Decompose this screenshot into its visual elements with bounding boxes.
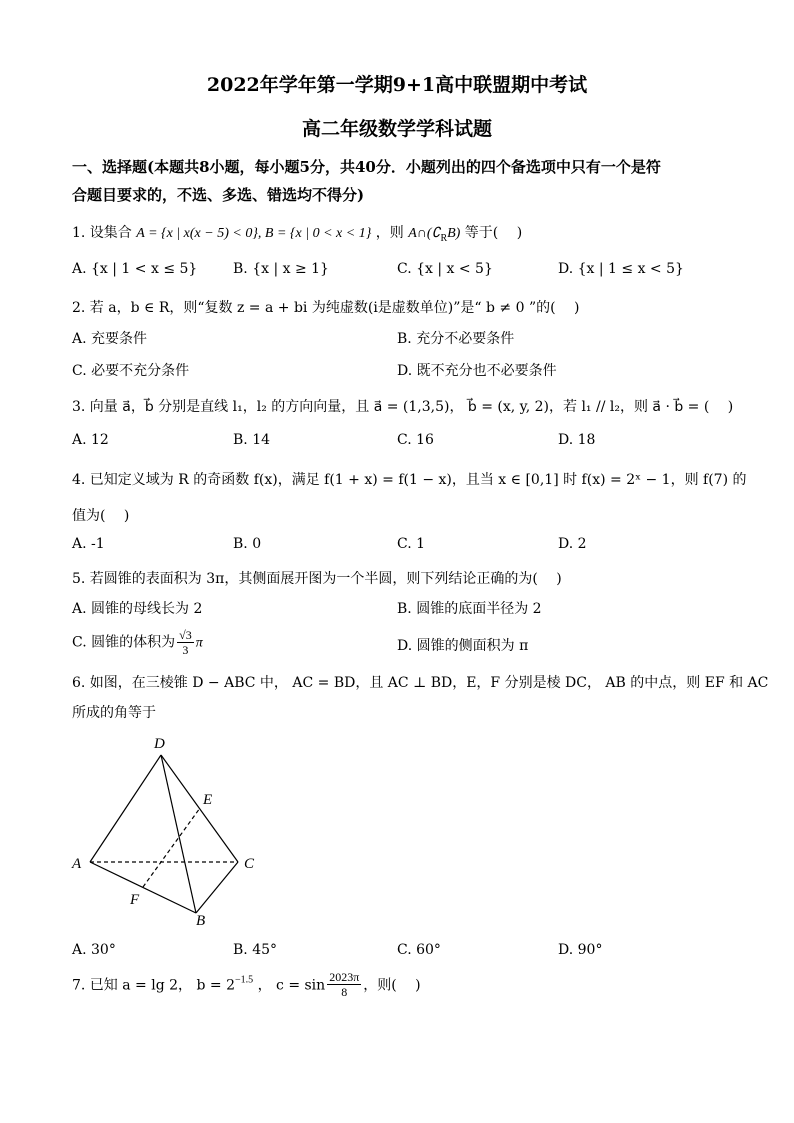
q4-option-d: D. 2 bbox=[558, 536, 587, 552]
q1-tail: 等于( ) bbox=[464, 225, 523, 241]
question-6-stem-line2: 所成的角等于 bbox=[72, 705, 156, 721]
q1-expr-sub: R bbox=[440, 232, 448, 244]
edge-ab bbox=[90, 862, 196, 913]
edge-bc bbox=[196, 862, 238, 913]
question-1-stem bbox=[72, 222, 522, 244]
question-6-stem-line1: 6. 如图，在三棱锥 D − ABC 中， AC = BD，且 AC ⊥ BD，E，F 分别是棱 DC， AB 的中点，则 EF 和 AC bbox=[72, 675, 769, 691]
label-c: C bbox=[244, 856, 255, 872]
q1-option-c: C. {x | x < 5} bbox=[397, 261, 493, 277]
q2-option-a: A. 充要条件 bbox=[72, 331, 148, 347]
section-heading-line2: 合题目要求的，不选、多选、错选均不得分) bbox=[72, 186, 365, 204]
q1-lead: 1. 设集合 bbox=[72, 225, 132, 241]
q5-fraction-pi: π bbox=[195, 635, 203, 651]
q2-option-c: C. 必要不充分条件 bbox=[72, 363, 190, 379]
q5-option-c bbox=[72, 628, 203, 657]
q7-fraction-numerator: 2023π bbox=[329, 970, 360, 984]
question-4-stem-line2: 值为( ) bbox=[72, 508, 130, 524]
q4-option-c: C. 1 bbox=[397, 536, 426, 552]
q1-set-a: A = {x | x(x − 5) < 0} bbox=[136, 226, 258, 241]
label-a: A bbox=[72, 856, 82, 872]
edge-da bbox=[90, 755, 161, 862]
q7-c-def: ， c = sin bbox=[257, 977, 326, 994]
q1-expr-end: B) bbox=[447, 226, 461, 241]
question-3-stem: 3. 向量 a⃗，b⃗ 分别是直线 l₁，l₂ 的方向向量，且 a⃗ = (1,3,5)， b⃗ = (x, y, 2)，若 l₁ // l₂，则 a⃗ · b⃗ = ( ) bbox=[72, 399, 734, 415]
q7-exponent: −1.5 bbox=[234, 974, 254, 986]
q3-option-b: B. 14 bbox=[233, 432, 271, 448]
q5-fraction-denominator: 3 bbox=[182, 643, 189, 657]
q6-option-b: B. 45° bbox=[233, 942, 278, 958]
q1-set-b: , B = {x | 0 < x < 1} bbox=[257, 226, 372, 241]
q5-option-a: A. 圆锥的母线长为 2 bbox=[72, 601, 203, 617]
q4-option-a: A. -1 bbox=[72, 536, 105, 552]
segment-ef-hidden bbox=[143, 808, 200, 887]
q3-option-d: D. 18 bbox=[558, 432, 596, 448]
q7-lead: 7. 已知 a = lg 2， b = 2 bbox=[72, 977, 235, 994]
exam-subtitle: 高二年级数学学科试题 bbox=[301, 118, 492, 140]
question-2-stem: 2. 若 a，b ∈ R，则“复数 z = a + bi 为纯虚数(i是虚数单位)”是“ b ≠ 0 ”的( ) bbox=[72, 300, 580, 316]
q6-option-a: A. 30° bbox=[72, 942, 116, 958]
q1-option-d: D. {x | 1 ≤ x < 5} bbox=[558, 261, 684, 277]
q4-option-b: B. 0 bbox=[233, 536, 262, 552]
exam-title: 2022年学年第一学期9+1高中联盟期中考试 bbox=[206, 74, 588, 96]
q7-fraction-denominator: 8 bbox=[341, 985, 348, 999]
q5-option-b: B. 圆锥的底面半径为 2 bbox=[397, 601, 542, 617]
label-e: E bbox=[203, 792, 213, 808]
question-7-stem bbox=[72, 970, 421, 999]
q5-option-c-text: C. 圆锥的体积为 bbox=[72, 634, 176, 651]
section-heading-line1: 一、选择题(本题共8小题，每小题5分，共40分．小题列出的四个备选项中只有一个是符 bbox=[72, 158, 661, 176]
q7-fraction bbox=[327, 970, 361, 999]
label-f: F bbox=[130, 892, 140, 908]
q2-option-b: B. 充分不必要条件 bbox=[397, 331, 515, 347]
q6-option-d: D. 90° bbox=[558, 942, 603, 958]
label-d: D bbox=[154, 736, 165, 752]
q6-option-c: C. 60° bbox=[397, 942, 441, 958]
q1-expr bbox=[408, 226, 461, 244]
q5-fraction-numerator: √3 bbox=[179, 628, 192, 642]
tetrahedron-figure bbox=[66, 728, 276, 928]
q2-option-d: D. 既不充分也不必要条件 bbox=[397, 363, 557, 379]
label-b: B bbox=[196, 913, 206, 928]
question-5-stem: 5. 若圆锥的表面积为 3π，其侧面展开图为一个半圆，则下列结论正确的为( ) bbox=[72, 571, 562, 587]
q3-option-a: A. 12 bbox=[72, 432, 109, 448]
q1-option-b: B. {x | x ≥ 1} bbox=[233, 261, 329, 277]
q5-volume-fraction bbox=[177, 628, 194, 657]
q1-option-a: A. {x | 1 < x ≤ 5} bbox=[72, 261, 198, 277]
q1-then: ，则 bbox=[375, 225, 404, 241]
q7-tail: ，则( ) bbox=[363, 977, 421, 994]
q3-option-c: C. 16 bbox=[397, 432, 434, 448]
q5-option-d: D. 圆锥的侧面积为 π bbox=[397, 638, 529, 654]
question-4-stem-line1: 4. 已知定义域为 R 的奇函数 f(x)，满足 f(1 + x) = f(1 − x)，且当 x ∈ [0,1] 时 f(x) = 2ˣ − 1，则 f(7) 的 bbox=[72, 472, 747, 488]
q1-expr-head: A∩(∁ bbox=[408, 226, 441, 241]
